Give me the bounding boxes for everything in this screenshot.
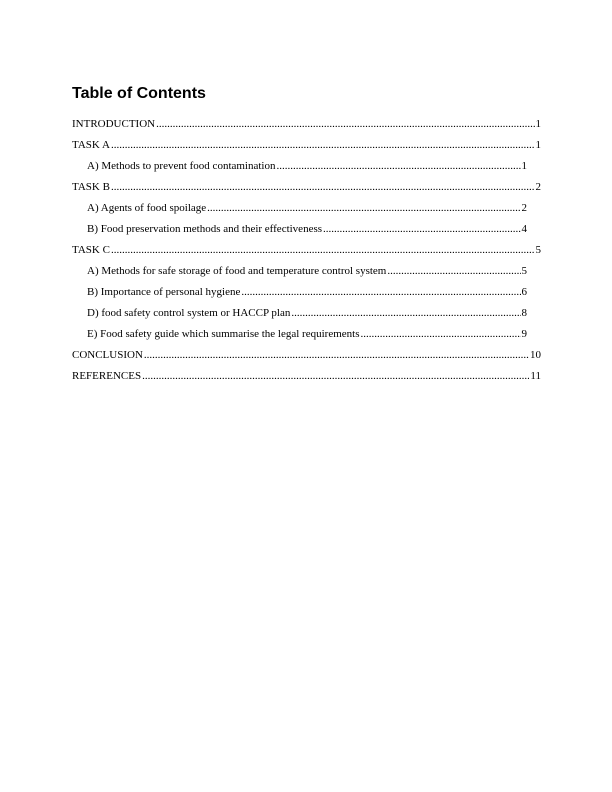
- toc-entry-page-number: 11: [530, 370, 541, 382]
- toc-entry-page-number: 1: [521, 160, 527, 172]
- toc-entry-label: REFERENCES: [72, 370, 142, 382]
- toc-entry-label: TASK C: [72, 244, 110, 256]
- toc-entry-label: B) Importance of personal hygiene: [87, 286, 241, 298]
- toc-dot-leader: [111, 179, 535, 195]
- toc-dot-leader: [291, 305, 520, 321]
- toc-entry-task-a-methods-prevent-contamination[interactable]: [87, 158, 527, 174]
- toc-entry-page-number: 5: [521, 265, 527, 277]
- toc-entry-label: B) Food preservation methods and their effectiveness: [87, 223, 323, 235]
- toc-dot-leader: [387, 263, 520, 279]
- toc-dot-leader: [207, 200, 520, 216]
- toc-dot-leader: [111, 137, 535, 153]
- toc-entry-label: A) Agents of food spoilage: [87, 202, 207, 214]
- toc-entry-label: A) Methods for safe storage of food and temperature control system: [87, 265, 387, 277]
- toc-entry-task-c[interactable]: [72, 242, 541, 258]
- toc-entry-references[interactable]: [72, 368, 541, 384]
- toc-entry-task-c-haccp-plan[interactable]: [87, 305, 527, 321]
- toc-entry-label: D) food safety control system or HACCP plan: [87, 307, 291, 319]
- toc-entry-label: CONCLUSION: [72, 349, 143, 361]
- toc-entry-task-b[interactable]: [72, 179, 541, 195]
- toc-entry-page-number: 2: [521, 202, 527, 214]
- toc-entry-page-number: 2: [535, 181, 541, 193]
- toc-entry-page-number: 1: [535, 118, 541, 130]
- toc-entry-page-number: 1: [535, 139, 541, 151]
- toc-entry-task-c-personal-hygiene[interactable]: [87, 284, 527, 300]
- toc-entry-page-number: 6: [521, 286, 527, 298]
- toc-dot-leader: [277, 158, 521, 174]
- toc-entry-task-b-preservation-methods[interactable]: [87, 221, 527, 237]
- toc-entry-page-number: 10: [530, 349, 541, 361]
- toc-entry-page-number: 5: [535, 244, 541, 256]
- toc-entry-label: TASK B: [72, 181, 110, 193]
- toc-entry-task-c-food-safety-guide[interactable]: [87, 326, 527, 342]
- toc-entry-task-b-agents-of-spoilage[interactable]: [87, 200, 527, 216]
- toc-entry-task-a[interactable]: [72, 137, 541, 153]
- toc-entry-page-number: 8: [521, 307, 527, 319]
- toc-entry-label: E) Food safety guide which summarise the legal requirements: [87, 328, 360, 340]
- toc-entry-page-number: 4: [521, 223, 527, 235]
- toc-entry-conclusion[interactable]: [72, 347, 541, 363]
- toc-dot-leader: [360, 326, 520, 342]
- toc-dot-leader: [111, 242, 535, 258]
- toc-entry-page-number: 9: [521, 328, 527, 340]
- toc-entry-label: INTRODUCTION: [72, 118, 156, 130]
- toc-entry-task-c-safe-storage[interactable]: [87, 263, 527, 279]
- toc-dot-leader: [142, 368, 529, 384]
- toc-dot-leader: [241, 284, 520, 300]
- toc-title: Table of Contents: [72, 85, 206, 102]
- toc-entry-introduction[interactable]: [72, 116, 541, 132]
- toc-entry-label: A) Methods to prevent food contamination: [87, 160, 276, 172]
- toc-dot-leader: [144, 347, 529, 363]
- toc-dot-leader: [156, 116, 534, 132]
- toc-dot-leader: [323, 221, 520, 237]
- toc-entry-label: TASK A: [72, 139, 110, 151]
